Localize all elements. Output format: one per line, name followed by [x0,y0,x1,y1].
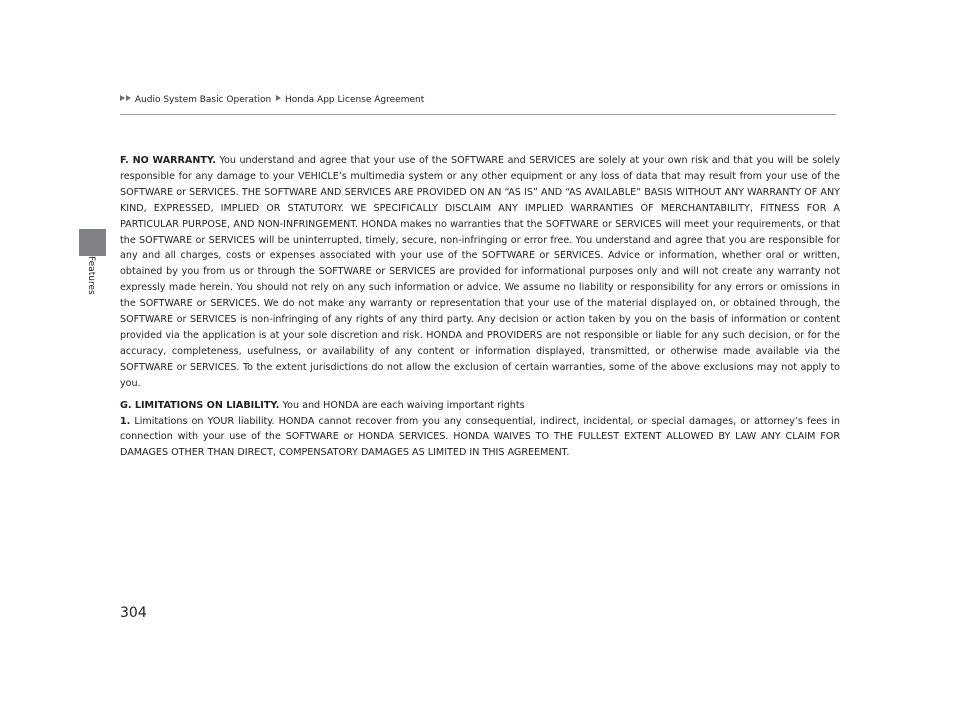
limitations-paragraph [120,398,840,462]
section-tab-marker [79,229,106,256]
breadcrumb [120,94,424,106]
no-warranty-body: You understand and agree that your use of the SOFTWARE and SERVICES are solely at your own risk and that you will be solely responsible for any damage to your VEHICLE’s multimedia system or any other equipment or any loss of data that may result from your use of the SOFTWARE or SERVICES. THE SOFTWARE AND SERVICES ARE PROVIDED ON AN “AS IS” AND “AS AVAILABLE” BASIS WITHOUT ANY WARRANTY OF ANY KIND, EXPRESSED, IMPLIED OR STATUTORY. WE SPECIFICALLY DISCLAIM ANY IMPLIED WARRANTIES OF MERCHANTABILITY, FITNESS FOR A PARTICULAR PURPOSE, AND NON-INFRINGEMENT. HONDA makes no warranties that the SOFTWARE or SERVICES will meet your requirements, or that the SOFTWARE or SERVICES will be uninterrupted, timely, secure, non-infringing or error free. You understand and agree that you are responsible for any and all charges, costs or expenses associated with your use of the SOFTWARE or SERVICES. Advice or information, whether oral or written, obtained by you from us or through the SOFTWARE or SERVICES are provided for informational purposes only and will not create any warranty not expressly made herein. You should not rely on any such information or advice. We assume no liability or responsibility for any errors or omissions in the SOFTWARE or SERVICES. We do not make any warranty or representation that your use of the material displayed on, or obtained through, the SOFTWARE or SERVICES is non-infringing of any rights of any third party. Any decision or action taken by you on the basis of information or content provided via the application is at your sole discretion and risk. HONDA and PROVIDERS are not responsible or liable for any such decision, or for the accuracy, completeness, usefulness, or availability of any content or information displayed, transmitted, or otherwise made available via the SOFTWARE or SERVICES. To the extent jurisdictions do not allow the exclusion of certain warranties, some of the above exclusions may not apply to you. [120,155,840,389]
no-warranty-heading: F. NO WARRANTY. [120,155,216,166]
limitations-body: You and HONDA are each waiving important rights [282,399,525,411]
breadcrumb-item-audio-system[interactable]: Audio System Basic Operation [134,95,272,105]
section-tab-label: Features [86,256,96,295]
header-divider [120,114,836,115]
page-number: 304 [120,605,147,621]
limitations-heading: G. LIMITATIONS ON LIABILITY. [120,399,280,411]
limitations-item-body: Limitations on YOUR liability. HONDA cannot recover from you any consequential, indirect, incidental, or special damages, or attorney’s fees in connection with your use of the SOFTWARE or HONDA SERVICES. HONDA WAIVES TO THE FULLEST EXTENT ALLOWED BY LAW ANY CLAIM FOR DAMAGES OTHER THAN DIRECT, COMPENSATORY DAMAGES AS LIMITED IN THIS AGREEMENT. [120,415,840,459]
limitations-item-number: 1. [120,415,131,427]
breadcrumb-item-license-agreement[interactable]: Honda App License Agreement [284,95,425,105]
breadcrumb-arrow-icon [120,95,125,101]
no-warranty-paragraph [120,153,840,392]
breadcrumb-arrow-icon [126,95,131,101]
breadcrumb-arrow-icon [276,95,281,101]
license-text [120,153,840,461]
